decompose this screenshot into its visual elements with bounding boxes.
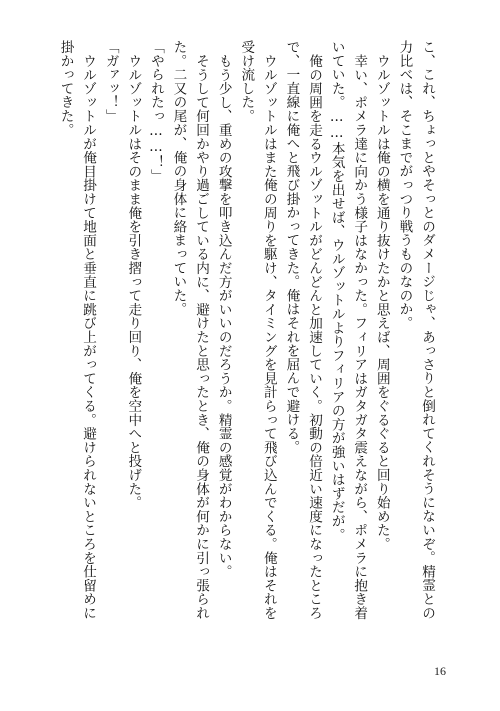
paragraph: こ、これ、ちょっとやそっとのダメージじゃ、あっさりと倒れてくれそうにないぞ。精霊との力比べは、そこまでがっつり戦うものなのか。 xyxy=(396,40,435,620)
dialogue-line: 「やられたっ……！」 xyxy=(147,40,164,183)
paragraph: ウルゾットルはそのまま俺を引き摺って走り回り、俺を空中へと投げた。 xyxy=(125,53,142,509)
paragraph: ウルゾットルは俺の横を通り抜けたかと思えば、周囲をぐるぐると回り始めた。 xyxy=(373,53,390,551)
paragraph: 幸い、ポメラ達に向かう様子はなかった。フィリアはガタガタ震えながら、ポメラに抱き着いていた。……本気を出せば、ウルゾットルよりフィリアの方が強いはずだが。 xyxy=(328,40,368,620)
paragraph: そうして何回かやり過ごしている内に、避けたと思ったとき、俺の身体が何かに引っ張られた。二又の尾が、俺の身体に絡まっていた。 xyxy=(170,40,210,620)
vertical-text-body xyxy=(38,40,438,630)
paragraph: ウルゾットルが俺目掛けて地面と垂直に跳び上がってくる。避けられないところを仕留めに掛かってきた。 xyxy=(57,40,97,620)
dialogue-line: 「ガァッ！」 xyxy=(102,40,119,123)
page-number: 16 xyxy=(434,664,446,678)
paragraph: ウルゾットルはまた俺の周りを駆け、タイミングを見計らって飛び込んでくる。俺はそれを受け流した。 xyxy=(238,40,277,620)
paragraph: 俺の周囲を走るウルゾットルがどんどんと加速していく。初動の倍近い速度になったところで、一直線に俺へと飛び掛かってきた。俺はそれを屈んで避ける。 xyxy=(283,40,323,620)
paragraph: もう少し、重めの攻撃を叩き込んだ方がいいのだろうか。精霊の感覚がわからない。 xyxy=(215,53,232,578)
